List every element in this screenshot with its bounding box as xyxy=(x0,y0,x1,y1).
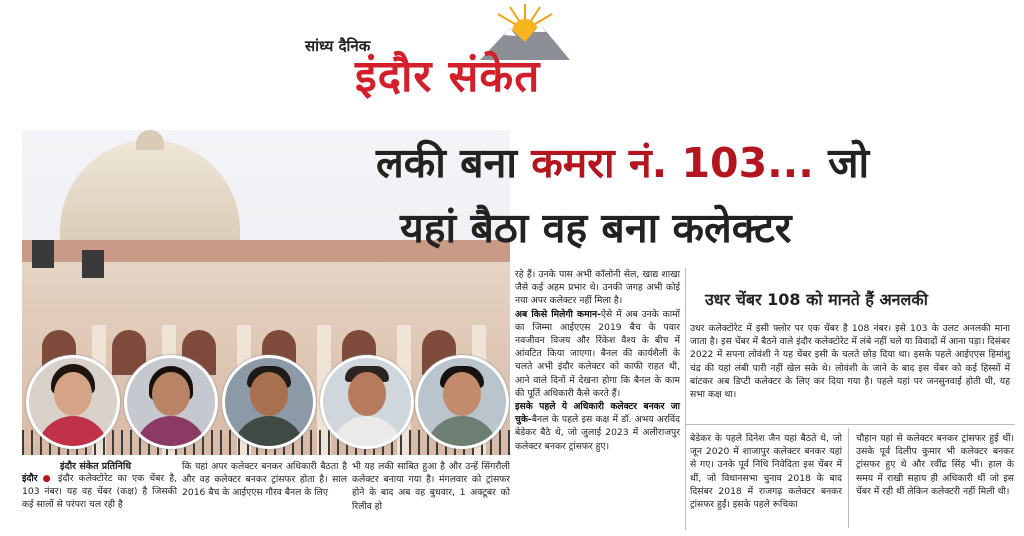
newspaper-brand: इंदौर संकेत xyxy=(355,51,541,102)
building-dome xyxy=(60,140,240,250)
article-column-3: भी यह लकी साबित हुआ है और उन्हें सिंगरौली कलेक्टर बनाया गया है। मंगलवार को ट्रांसफर होने के बाद अब वह बुधवार, 1 अक्टूबर को रिलीव हो xyxy=(352,461,510,512)
portrait-1 xyxy=(26,355,120,449)
sidebar-divider xyxy=(685,424,1015,425)
subhead-earlier-officers: इसके पहले ये अधिकारी कलेक्टर बनकर जा चुके- xyxy=(515,401,680,426)
masthead-tagline: सांध्य दैनिक xyxy=(305,37,371,55)
subhead-who-takes-charge: अब किसे मिलेगी कमान- xyxy=(515,308,601,320)
sidebar-paragraph-2: बेडेकर के पहले दिनेश जैन यहां बैठते थे, जो जून 2020 में शाजापुर कलेक्टर बनकर यहां से गए। उनके पूर्व निधि निवेदिता इस चेंबर में थीं, जो विधानसभा चुनाव 2018 के बाद दिसंबर 2018 में राजगढ़ कलेक्टर बनकर ट्रांसफर हुईं। इसके पहले रूचिका xyxy=(690,433,842,511)
portrait-3 xyxy=(222,355,316,449)
sidebar-heading: उधर चेंबर 108 को मानते हैं अनलकी xyxy=(705,290,928,309)
sidebar-paragraph-1: उधर कलेक्टोरेट में इसी फ्लोर पर एक चेंबर है 108 नंबर। इसे 103 के उलट अनलकी माना जाता है। इस चेंबर में बैठने वाले इंदौर कलेक्टोरेट में लंबे नहीं चले या विवादों में आना पड़ा। दिसंबर 2022 में सपना लोवंशी ने यह चेंबर इसी के चलते छोड़ दिया था। इसके पहले आईएएस हिमांशु चंद्र की यहां लंबी पारी नहीं खेल सके थे। लोवंशी के जाने के बाद इस चेंबर को कई हिस्सों में बांटकर अब डिप्टी कलेक्टर के लिए कर दिया गया है। पहले यहां पर जनसुनवाई होती थी, यह सभा कक्ष था। xyxy=(690,323,1010,401)
portrait-2 xyxy=(124,355,218,449)
column-divider xyxy=(685,268,686,530)
sidebar-column-divider xyxy=(848,428,849,528)
article-column-4: रहे हैं। उनके पास अभी कॉलोनी सेल, खाद्य शाखा जैसे कई अहम प्रभार थे। उनकी जगह अभी कोई नया अपर कलेक्टर नहीं मिला है। अब किसे मिलेगी कमान-ऐसे में अब उनके कामों का जिम्मा आईएएस 2019 बैच के पवार नवजीवन विजय और रिंकेश वैश्य के बीच में आंवटित किया जाएगा। बैनल की कार्यशैली के चलते अभी इंदौर कलेक्टर को काफी राहत थी, आने वाले दिनों में देखना होगा कि बैनल के काम की पूर्ति अधिकारी कैसे करते हैं। इसके पहले ये अधिकारी कलेक्टर बनकर जा चुके-बैनल के पहले इस कक्ष में डॉ. अभय अरविंद बेडेकर बैठे थे, जो जुलाई 2023 में अलीराजपुर कलेक्टर बनकर ट्रांसफर हुए। xyxy=(515,269,680,452)
article-column-1: इंदौर ● इंदौर कलेक्टोरेट का एक चेंबर है, 103 नंबर। यह वह चेंबर (कक्ष) है जिसकी कई सालों से परंपरा चल रही है xyxy=(22,473,178,511)
byline: इंदौर संकेत प्रतिनिधि xyxy=(60,461,132,472)
sidebar-paragraph-3: चौहान यहां से कलेक्टर बनकर ट्रांसफर हुई थीं। उसके पूर्व दिलीप कुमार भी कलेक्टर बनकर ट्रांसफर हुए थे और रवींद्र सिंह भी। हाल के समय में राखी सहाय ही अधिकारी थीं जो इस चेंबर में रही थीं लेकिन कलेक्टरी नहीं मिली थी। xyxy=(856,433,1014,497)
portrait-4 xyxy=(320,355,414,449)
dateline: इंदौर xyxy=(22,473,38,484)
article-column-2: कि यहां अपर कलेक्टर बनकर अधिकारी बैठता है और वह कलेक्टर बनकर ट्रांसफर होता है। साल 2016 बैच के आईएएस गौरव बैनल के लिए xyxy=(182,461,347,499)
headline-highlight: कमरा नं. 103... xyxy=(531,139,814,187)
headline-line-2: यहां बैठा वह बना कलेक्टर xyxy=(400,204,792,252)
portrait-5 xyxy=(415,355,509,449)
headline-line-1: लकी बना कमरा नं. 103... जो xyxy=(376,139,870,187)
